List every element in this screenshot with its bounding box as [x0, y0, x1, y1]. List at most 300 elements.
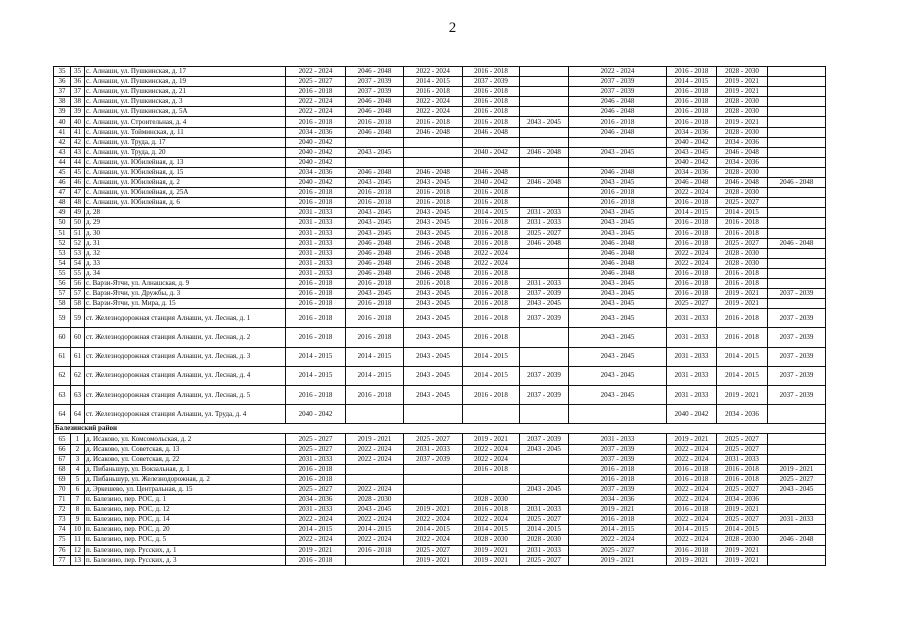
period-cell: [768, 228, 826, 238]
period-cell: 2019 - 2021: [717, 87, 768, 97]
period-cell: 2022 - 2024: [286, 97, 346, 107]
address-cell: с. Алнаши, ул. Юбилейная, д. 2: [85, 178, 286, 188]
period-cell: 2031 - 2033: [520, 545, 569, 555]
period-cell: 2028 - 2030: [717, 97, 768, 107]
period-cell: [768, 97, 826, 107]
municipal-number-cell: 47: [71, 188, 85, 198]
period-cell: 2016 - 2018: [667, 545, 717, 555]
address-cell: с. Алнаши, ул. Пушкинская, д. 5А: [85, 107, 286, 117]
period-cell: 2022 - 2024: [667, 484, 717, 494]
period-cell: 2046 - 2048: [569, 248, 667, 258]
period-cell: 2031 - 2033: [286, 208, 346, 218]
period-cell: 2025 - 2027: [717, 238, 768, 248]
table-row: [54, 347, 826, 366]
period-cell: 2019 - 2021: [346, 434, 404, 444]
period-cell: [346, 464, 404, 474]
period-cell: 2028 - 2030: [717, 258, 768, 268]
period-cell: 2046 - 2048: [520, 147, 569, 157]
period-cell: 2037 - 2039: [346, 87, 404, 97]
row-number-cell: 37: [54, 87, 71, 97]
address-cell: с. Алнаши, ул. Юбилейная, д. 13: [85, 157, 286, 167]
period-cell: [768, 299, 826, 309]
period-cell: 2016 - 2018: [404, 87, 463, 97]
period-cell: 2043 - 2045: [569, 328, 667, 347]
table-row: [54, 157, 826, 167]
municipal-number-cell: 6: [71, 484, 85, 494]
address-cell: д. Пибаньшур, ул. Вокзальная, д. 1: [85, 464, 286, 474]
period-cell: [569, 157, 667, 167]
address-cell: ст. Железнодорожная станция Алнаши, ул. Лесная, д. 1: [85, 309, 286, 328]
period-cell: 2016 - 2018: [569, 117, 667, 127]
period-cell: 2046 - 2048: [520, 178, 569, 188]
period-cell: 2016 - 2018: [667, 289, 717, 299]
period-cell: 2031 - 2033: [667, 386, 717, 405]
period-cell: [520, 328, 569, 347]
table-row: [54, 188, 826, 198]
address-cell: ст. Железнодорожная станция Алнаши, ул. Лесная, д. 5: [85, 386, 286, 405]
period-cell: [346, 137, 404, 147]
table-row: [54, 434, 826, 444]
period-cell: 2016 - 2018: [717, 268, 768, 278]
period-cell: 2022 - 2024: [286, 515, 346, 525]
period-cell: 2031 - 2033: [404, 444, 463, 454]
period-cell: [404, 405, 463, 424]
period-cell: 2037 - 2039: [346, 77, 404, 87]
municipal-number-cell: 49: [71, 208, 85, 218]
period-cell: 2014 - 2015: [717, 366, 768, 385]
period-cell: 2025 - 2027: [404, 434, 463, 444]
municipal-number-cell: 37: [71, 87, 85, 97]
period-cell: 2046 - 2048: [569, 127, 667, 137]
period-cell: 2046 - 2048: [768, 535, 826, 545]
period-cell: 2043 - 2045: [569, 386, 667, 405]
period-cell: [346, 405, 404, 424]
period-cell: [768, 67, 826, 77]
period-cell: 2028 - 2030: [717, 188, 768, 198]
period-cell: 2022 - 2024: [346, 515, 404, 525]
period-cell: 2043 - 2045: [404, 208, 463, 218]
municipal-number-cell: 59: [71, 309, 85, 328]
period-cell: 2022 - 2024: [667, 454, 717, 464]
row-number-cell: 67: [54, 454, 71, 464]
municipal-number-cell: 48: [71, 198, 85, 208]
period-cell: 2022 - 2024: [569, 535, 667, 545]
table-row: [54, 366, 826, 385]
period-cell: [768, 87, 826, 97]
period-cell: 2034 - 2036: [286, 167, 346, 177]
period-cell: 2016 - 2018: [286, 188, 346, 198]
period-cell: [768, 147, 826, 157]
period-cell: 2016 - 2018: [286, 289, 346, 299]
table-row: [54, 405, 826, 424]
period-cell: 2043 - 2045: [569, 178, 667, 188]
period-cell: 2037 - 2039: [404, 454, 463, 464]
address-cell: д. Исаково, ул. Советская, д. 13: [85, 444, 286, 454]
period-cell: 2043 - 2045: [346, 505, 404, 515]
period-cell: 2019 - 2021: [667, 434, 717, 444]
address-cell: п. Балезино, пер. РОС, д. 14: [85, 515, 286, 525]
period-cell: 2016 - 2018: [463, 238, 520, 248]
period-cell: 2019 - 2021: [463, 434, 520, 444]
period-cell: 2031 - 2033: [717, 454, 768, 464]
period-cell: [404, 157, 463, 167]
period-cell: 2037 - 2039: [569, 484, 667, 494]
period-cell: [768, 258, 826, 268]
period-cell: 2016 - 2018: [717, 474, 768, 484]
municipal-number-cell: 10: [71, 525, 85, 535]
period-cell: 2019 - 2021: [717, 299, 768, 309]
address-cell: с. Варзи-Ятчи, ул. Дружбы, д. 3: [85, 289, 286, 299]
period-cell: 2037 - 2039: [768, 309, 826, 328]
period-cell: 2034 - 2036: [717, 405, 768, 424]
address-cell: д. Исаково, ул. Советская, д. 22: [85, 454, 286, 464]
period-cell: 2014 - 2015: [717, 525, 768, 535]
period-cell: 2019 - 2021: [717, 117, 768, 127]
row-number-cell: 75: [54, 535, 71, 545]
municipal-number-cell: 38: [71, 97, 85, 107]
period-cell: 2046 - 2048: [717, 178, 768, 188]
address-cell: с. Алнаши, ул. Труда, д. 17: [85, 137, 286, 147]
period-cell: 2040 - 2042: [667, 137, 717, 147]
period-cell: 2016 - 2018: [667, 97, 717, 107]
municipal-number-cell: 43: [71, 147, 85, 157]
period-cell: 2043 - 2045: [346, 289, 404, 299]
period-cell: 2043 - 2045: [520, 299, 569, 309]
period-cell: [463, 474, 520, 484]
period-cell: 2016 - 2018: [667, 505, 717, 515]
address-cell: д. Исаково, ул. Комсомольская, д. 2: [85, 434, 286, 444]
table-row: [54, 127, 826, 137]
period-cell: 2043 - 2045: [569, 366, 667, 385]
row-number-cell: 60: [54, 328, 71, 347]
period-cell: 2022 - 2024: [286, 67, 346, 77]
period-cell: [404, 464, 463, 474]
period-cell: [768, 505, 826, 515]
row-number-cell: 69: [54, 474, 71, 484]
period-cell: [404, 474, 463, 484]
period-cell: 2034 - 2036: [667, 127, 717, 137]
period-cell: 2031 - 2033: [768, 515, 826, 525]
period-cell: 2046 - 2048: [346, 97, 404, 107]
period-cell: 2031 - 2033: [286, 238, 346, 248]
period-cell: 2019 - 2021: [768, 464, 826, 474]
period-cell: 2014 - 2015: [463, 208, 520, 218]
period-cell: [404, 137, 463, 147]
period-cell: [404, 484, 463, 494]
period-cell: 2016 - 2018: [667, 268, 717, 278]
address-cell: п. Балезино, пер. РОС, д. 12: [85, 505, 286, 515]
period-cell: 2016 - 2018: [463, 289, 520, 299]
period-cell: 2016 - 2018: [569, 188, 667, 198]
period-cell: 2019 - 2021: [717, 555, 768, 565]
period-cell: 2031 - 2033: [667, 328, 717, 347]
period-cell: [404, 147, 463, 157]
address-cell: д. Пибаньшур, ул. Железнодорожная, д. 2: [85, 474, 286, 484]
table-row: [54, 137, 826, 147]
period-cell: 2043 - 2045: [404, 218, 463, 228]
section-title: Балезинский район: [54, 424, 826, 434]
period-cell: 2016 - 2018: [463, 117, 520, 127]
period-cell: 2025 - 2027: [569, 545, 667, 555]
period-cell: 2014 - 2015: [346, 347, 404, 366]
period-cell: 2031 - 2033: [286, 228, 346, 238]
municipal-number-cell: 54: [71, 258, 85, 268]
period-cell: 2031 - 2033: [520, 278, 569, 288]
period-cell: 2046 - 2048: [569, 107, 667, 117]
period-cell: 2031 - 2033: [667, 347, 717, 366]
period-cell: 2046 - 2048: [404, 268, 463, 278]
period-cell: 2016 - 2018: [286, 299, 346, 309]
address-cell: с. Алнаши, ул. Юбилейная, д. 6: [85, 198, 286, 208]
period-cell: 2043 - 2045: [404, 386, 463, 405]
period-cell: 2025 - 2027: [717, 444, 768, 454]
address-cell: с. Варзи-Ятчи, ул. Алнашская, д. 9: [85, 278, 286, 288]
period-cell: 2046 - 2048: [463, 167, 520, 177]
period-cell: 2016 - 2018: [463, 299, 520, 309]
period-cell: 2025 - 2027: [286, 444, 346, 454]
period-cell: [768, 208, 826, 218]
period-cell: 2022 - 2024: [404, 67, 463, 77]
municipal-number-cell: 56: [71, 278, 85, 288]
period-cell: 2043 - 2045: [520, 117, 569, 127]
period-cell: 2016 - 2018: [667, 87, 717, 97]
municipal-number-cell: 64: [71, 405, 85, 424]
municipal-number-cell: 39: [71, 107, 85, 117]
period-cell: 2025 - 2027: [286, 77, 346, 87]
row-number-cell: 53: [54, 248, 71, 258]
period-cell: 2016 - 2018: [569, 198, 667, 208]
period-cell: 2028 - 2030: [717, 107, 768, 117]
section-header-row: [54, 424, 826, 434]
row-number-cell: 59: [54, 309, 71, 328]
table-row: [54, 218, 826, 228]
period-cell: 2016 - 2018: [717, 228, 768, 238]
period-cell: 2043 - 2045: [768, 484, 826, 494]
period-cell: 2031 - 2033: [286, 258, 346, 268]
period-cell: 2016 - 2018: [667, 67, 717, 77]
period-cell: 2016 - 2018: [717, 278, 768, 288]
table-row: [54, 258, 826, 268]
row-number-cell: 72: [54, 505, 71, 515]
period-cell: [346, 555, 404, 565]
period-cell: 2034 - 2036: [286, 495, 346, 505]
municipal-number-cell: 44: [71, 157, 85, 167]
address-cell: д. 34: [85, 268, 286, 278]
period-cell: 2031 - 2033: [667, 366, 717, 385]
period-cell: 2014 - 2015: [667, 525, 717, 535]
row-number-cell: 71: [54, 495, 71, 505]
table-row: [54, 107, 826, 117]
period-cell: 2014 - 2015: [286, 347, 346, 366]
row-number-cell: 52: [54, 238, 71, 248]
period-cell: 2031 - 2033: [286, 218, 346, 228]
period-cell: 2016 - 2018: [346, 188, 404, 198]
table-row: [54, 515, 826, 525]
row-number-cell: 77: [54, 555, 71, 565]
period-cell: [768, 137, 826, 147]
municipal-number-cell: 63: [71, 386, 85, 405]
period-cell: 2016 - 2018: [286, 328, 346, 347]
period-cell: 2019 - 2021: [404, 555, 463, 565]
period-cell: 2043 - 2045: [569, 299, 667, 309]
period-cell: 2022 - 2024: [667, 515, 717, 525]
table-row: [54, 474, 826, 484]
period-cell: 2037 - 2039: [569, 444, 667, 454]
period-cell: 2043 - 2045: [404, 228, 463, 238]
period-cell: [520, 188, 569, 198]
period-cell: 2016 - 2018: [667, 474, 717, 484]
period-cell: [520, 474, 569, 484]
period-cell: 2022 - 2024: [286, 535, 346, 545]
row-number-cell: 63: [54, 386, 71, 405]
table-row: [54, 97, 826, 107]
period-cell: 2028 - 2030: [463, 495, 520, 505]
row-number-cell: 51: [54, 228, 71, 238]
period-cell: 2016 - 2018: [463, 97, 520, 107]
table-row: [54, 198, 826, 208]
table-row: [54, 535, 826, 545]
address-cell: ст. Железнодорожная станция Алнаши, ул. Лесная, д. 4: [85, 366, 286, 385]
period-cell: 2014 - 2015: [569, 525, 667, 535]
period-cell: 2043 - 2045: [404, 309, 463, 328]
address-cell: п. Балезино, пер. Русских, д. 1: [85, 545, 286, 555]
period-cell: 2025 - 2027: [717, 515, 768, 525]
row-number-cell: 58: [54, 299, 71, 309]
period-cell: 2046 - 2048: [768, 238, 826, 248]
period-cell: 2025 - 2027: [768, 474, 826, 484]
table-row: [54, 117, 826, 127]
period-cell: 2016 - 2018: [717, 309, 768, 328]
period-cell: [768, 218, 826, 228]
period-cell: [768, 444, 826, 454]
period-cell: 2031 - 2033: [667, 309, 717, 328]
period-cell: 2016 - 2018: [717, 464, 768, 474]
period-cell: 2016 - 2018: [286, 464, 346, 474]
municipal-number-cell: 35: [71, 67, 85, 77]
table-row: [54, 248, 826, 258]
row-number-cell: 56: [54, 278, 71, 288]
period-cell: [768, 157, 826, 167]
period-cell: 2016 - 2018: [667, 218, 717, 228]
period-cell: 2022 - 2024: [463, 248, 520, 258]
period-cell: 2016 - 2018: [404, 278, 463, 288]
period-cell: 2016 - 2018: [463, 268, 520, 278]
row-number-cell: 42: [54, 137, 71, 147]
period-cell: 2043 - 2045: [404, 366, 463, 385]
period-cell: [520, 454, 569, 464]
period-cell: 2016 - 2018: [286, 117, 346, 127]
table-row: [54, 386, 826, 405]
period-cell: 2016 - 2018: [346, 309, 404, 328]
period-cell: 2043 - 2045: [569, 147, 667, 157]
period-cell: 2016 - 2018: [404, 117, 463, 127]
table-row: [54, 545, 826, 555]
period-cell: 2016 - 2018: [463, 309, 520, 328]
table-row: [54, 228, 826, 238]
period-cell: 2025 - 2027: [404, 545, 463, 555]
address-cell: д. 31: [85, 238, 286, 248]
address-cell: д. 32: [85, 248, 286, 258]
period-cell: 2034 - 2036: [717, 495, 768, 505]
period-cell: 2028 - 2030: [717, 535, 768, 545]
period-cell: 2022 - 2024: [404, 535, 463, 545]
period-cell: [768, 545, 826, 555]
period-cell: [768, 198, 826, 208]
period-cell: 2014 - 2015: [463, 525, 520, 535]
address-cell: п. Балезино, пер. Русских, д. 3: [85, 555, 286, 565]
period-cell: 2037 - 2039: [768, 347, 826, 366]
address-cell: ст. Железнодорожная станция Алнаши, ул. Лесная, д. 2: [85, 328, 286, 347]
municipal-number-cell: 4: [71, 464, 85, 474]
municipal-number-cell: 36: [71, 77, 85, 87]
period-cell: 2016 - 2018: [286, 555, 346, 565]
period-cell: 2046 - 2048: [569, 167, 667, 177]
period-cell: [520, 157, 569, 167]
period-cell: 2022 - 2024: [286, 107, 346, 117]
address-cell: д. 29: [85, 218, 286, 228]
address-cell: д. 28: [85, 208, 286, 218]
period-cell: 2014 - 2015: [404, 525, 463, 535]
period-cell: 2019 - 2021: [404, 505, 463, 515]
table-row: [54, 464, 826, 474]
row-number-cell: 70: [54, 484, 71, 494]
address-cell: с. Алнаши, ул. Пушкинская, д. 17: [85, 67, 286, 77]
period-cell: 2025 - 2027: [286, 484, 346, 494]
municipal-number-cell: 41: [71, 127, 85, 137]
period-cell: 2031 - 2033: [520, 505, 569, 515]
period-cell: 2046 - 2048: [346, 127, 404, 137]
municipal-number-cell: 62: [71, 366, 85, 385]
period-cell: 2016 - 2018: [463, 87, 520, 97]
period-cell: [463, 137, 520, 147]
schedule-table: [53, 66, 826, 566]
period-cell: 2014 - 2015: [286, 366, 346, 385]
table-row: [54, 77, 826, 87]
period-cell: 2014 - 2015: [520, 525, 569, 535]
period-cell: [520, 198, 569, 208]
period-cell: [520, 107, 569, 117]
period-cell: 2046 - 2048: [404, 127, 463, 137]
period-cell: 2040 - 2042: [286, 137, 346, 147]
period-cell: 2043 - 2045: [569, 208, 667, 218]
row-number-cell: 46: [54, 178, 71, 188]
address-cell: с. Алнаши, ул. Пушкинская, д. 19: [85, 77, 286, 87]
municipal-number-cell: 45: [71, 167, 85, 177]
period-cell: 2016 - 2018: [463, 188, 520, 198]
municipal-number-cell: 1: [71, 434, 85, 444]
row-number-cell: 55: [54, 268, 71, 278]
period-cell: 2043 - 2045: [569, 347, 667, 366]
period-cell: 2016 - 2018: [569, 515, 667, 525]
address-cell: с. Алнаши, ул. Пушкинская, д. 21: [85, 87, 286, 97]
row-number-cell: 73: [54, 515, 71, 525]
row-number-cell: 49: [54, 208, 71, 218]
period-cell: 2037 - 2039: [569, 454, 667, 464]
period-cell: [569, 137, 667, 147]
period-cell: 2016 - 2018: [463, 505, 520, 515]
period-cell: 2037 - 2039: [569, 87, 667, 97]
address-cell: ст. Железнодорожная станция Алнаши, ул. Лесная, д. 3: [85, 347, 286, 366]
table-row: [54, 67, 826, 77]
period-cell: [520, 137, 569, 147]
period-cell: [768, 188, 826, 198]
address-cell: с. Алнаши, ул. Строительная, д. 4: [85, 117, 286, 127]
period-cell: [768, 248, 826, 258]
period-cell: 2037 - 2039: [520, 386, 569, 405]
period-cell: 2016 - 2018: [667, 228, 717, 238]
period-cell: 2016 - 2018: [463, 328, 520, 347]
period-cell: 2019 - 2021: [463, 555, 520, 565]
